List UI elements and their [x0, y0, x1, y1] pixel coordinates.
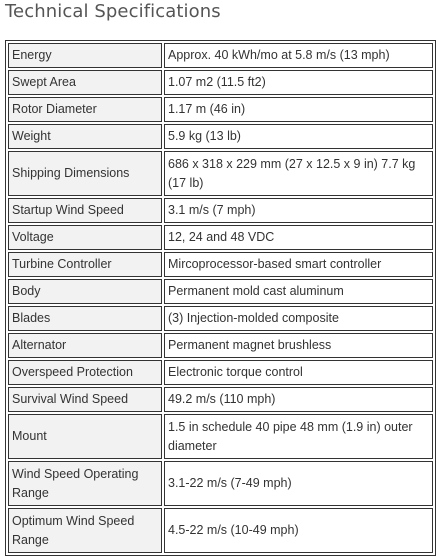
spec-table [5, 40, 436, 556]
spec-label: Optimum Wind Speed Range [8, 508, 162, 553]
spec-value: 1.07 m2 (11.5 ft2) [164, 70, 433, 95]
table-row [8, 360, 433, 385]
table-row [8, 198, 433, 223]
table-row [8, 333, 433, 358]
table-row [8, 461, 433, 506]
table-row [8, 387, 433, 412]
spec-label: Energy [8, 43, 162, 68]
table-row [8, 151, 433, 196]
spec-value: 12, 24 and 48 VDC [164, 225, 433, 250]
table-row [8, 225, 433, 250]
spec-value: 3.1 m/s (7 mph) [164, 198, 433, 223]
spec-value: (3) Injection-molded composite [164, 306, 433, 331]
table-row [8, 43, 433, 68]
spec-value: Mircoprocessor-based smart controller [164, 252, 433, 277]
spec-label: Shipping Dimensions [8, 151, 162, 196]
table-row [8, 306, 433, 331]
spec-label: Weight [8, 124, 162, 149]
spec-label: Swept Area [8, 70, 162, 95]
spec-value: 1.17 m (46 in) [164, 97, 433, 122]
table-row [8, 70, 433, 95]
table-row [8, 124, 433, 149]
spec-label: Alternator [8, 333, 162, 358]
table-row [8, 252, 433, 277]
spec-value: 49.2 m/s (110 mph) [164, 387, 433, 412]
table-row [8, 414, 433, 459]
spec-value: Permanent mold cast aluminum [164, 279, 433, 304]
table-row [8, 508, 433, 553]
spec-label: Startup Wind Speed [8, 198, 162, 223]
spec-value: Approx. 40 kWh/mo at 5.8 m/s (13 mph) [164, 43, 433, 68]
spec-label: Rotor Diameter [8, 97, 162, 122]
table-row [8, 279, 433, 304]
spec-label: Blades [8, 306, 162, 331]
spec-label: Mount [8, 414, 162, 459]
spec-value: 1.5 in schedule 40 pipe 48 mm (1.9 in) outer diameter [164, 414, 433, 459]
spec-label: Turbine Controller [8, 252, 162, 277]
spec-label: Wind Speed Operating Range [8, 461, 162, 506]
spec-value: 5.9 kg (13 lb) [164, 124, 433, 149]
spec-value: 686 x 318 x 229 mm (27 x 12.5 x 9 in) 7.7 kg (17 lb) [164, 151, 433, 196]
spec-value: Permanent magnet brushless [164, 333, 433, 358]
table-row [8, 97, 433, 122]
spec-label: Voltage [8, 225, 162, 250]
spec-label: Survival Wind Speed [8, 387, 162, 412]
spec-label: Body [8, 279, 162, 304]
spec-value: 3.1-22 m/s (7-49 mph) [164, 461, 433, 506]
spec-label: Overspeed Protection [8, 360, 162, 385]
page-title: Technical Specifications [5, 1, 221, 22]
spec-value: 4.5-22 m/s (10-49 mph) [164, 508, 433, 553]
spec-value: Electronic torque control [164, 360, 433, 385]
